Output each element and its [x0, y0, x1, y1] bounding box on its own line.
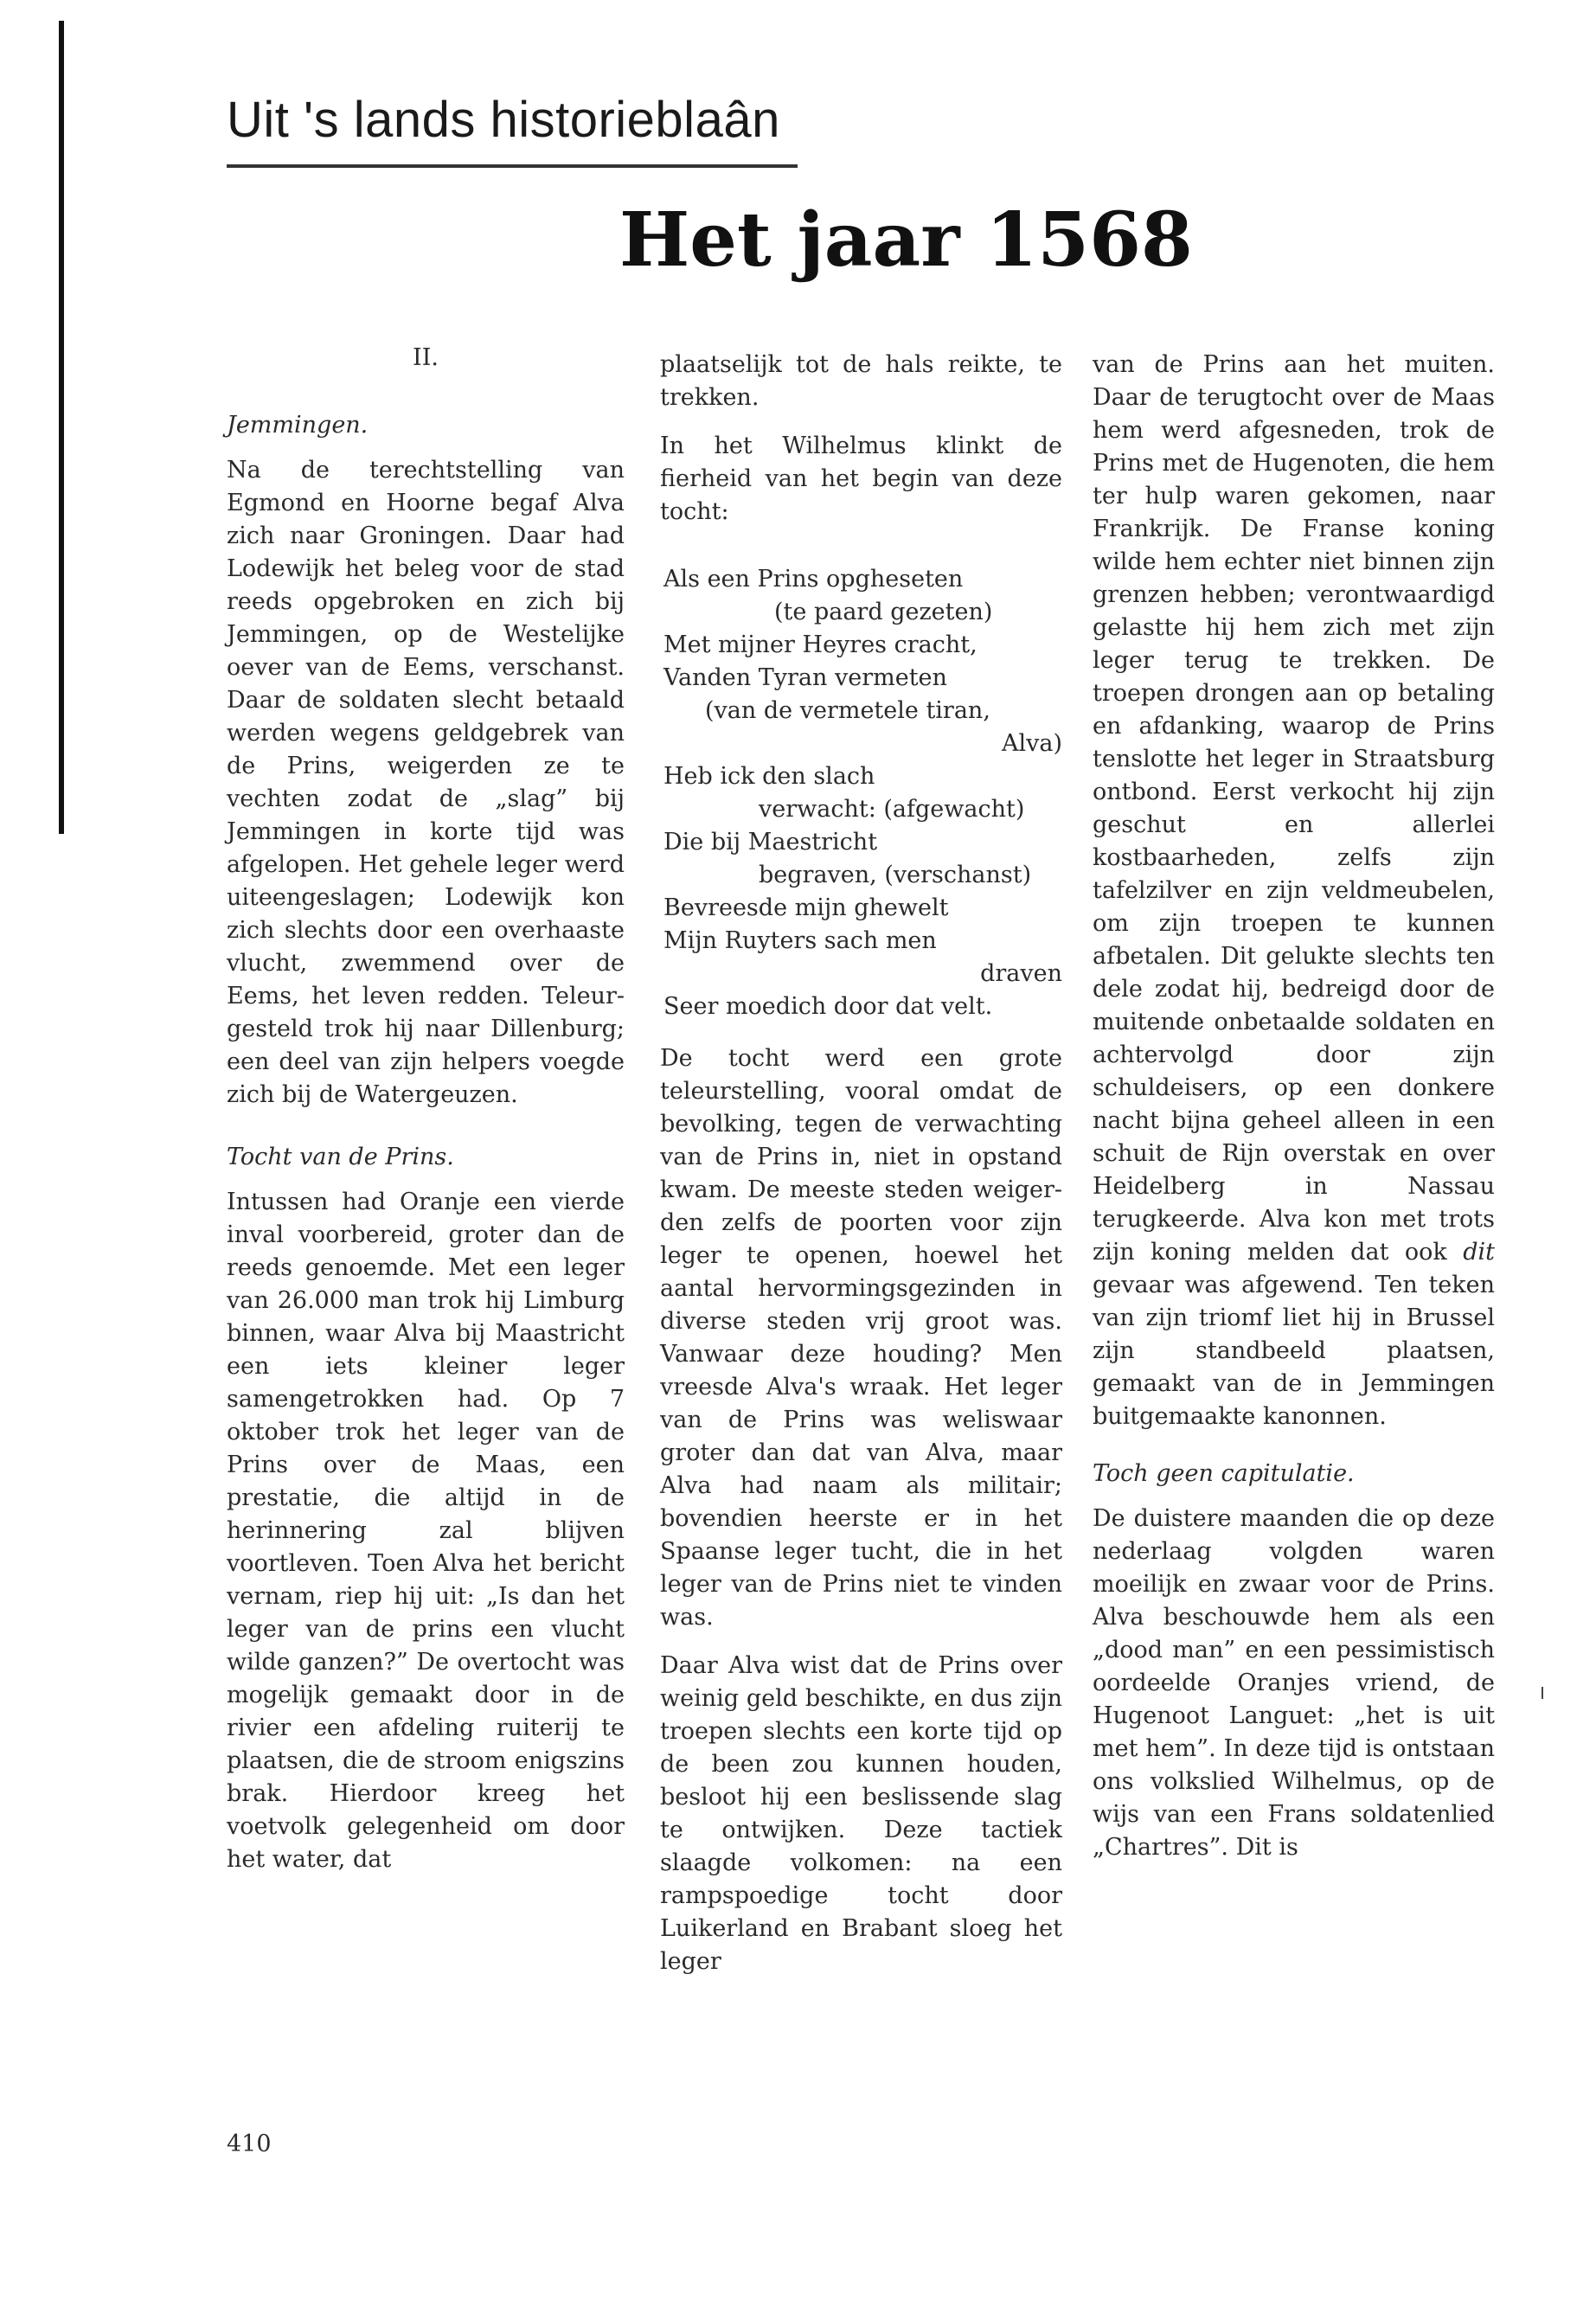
verse-line: Heb ick den slach	[663, 763, 875, 790]
verse-line: Mijn Ruyters sach men	[663, 927, 937, 954]
verse-line: Vanden Tyran vermeten	[663, 664, 947, 691]
verse-line: Seer moedich door dat velt.	[663, 993, 993, 1020]
verse-line: verwacht: (afgewacht)	[759, 796, 1025, 823]
margin-rule	[59, 21, 64, 834]
paragraph: In het Wilhelmus klinkt de fierheid van het begin van deze tocht:	[660, 433, 1062, 525]
wilhelmus-verse	[660, 563, 1062, 1023]
verse-line: draven	[980, 960, 1062, 987]
part-number: II.	[413, 344, 439, 371]
section-title-rule	[227, 164, 798, 168]
subheading-jemmingen: Jemmingen.	[227, 412, 369, 439]
paragraph	[1093, 349, 1495, 1433]
paragraph: Intussen had Oranje een vierde inval voorbereid, groter dan de reeds genoemde. Met een leger van 26.000 man trok hij Limburg binnen, waar Alva bij Maastricht een iets kleiner leger samengetrokken had. Op 7 oktober trok het leger van de Prins over de Maas, een prestatie, die altijd in de herinnering zal blijven voortleven. Toen Alva het bericht vernam, riep hij uit: „Is dan het leger van de prins een vlucht wilde ganzen?” De overtocht was mogelijk gemaakt door in de rivier een afdeling ruiterij te plaatsen, die de stroom enigszins brak. Hierdoor kreeg het voetvolk gelegenheid om door het water, dat	[227, 1189, 625, 1873]
subheading-tocht: Tocht van de Prins.	[227, 1144, 454, 1170]
paragraph: De tocht werd een grote teleurstelling, vooral omdat de bevolking, tegen de verwachting van de Prins in, niet in opstand kwam. De meeste steden weigerden zelfs de poorten voor zijn leger te openen, hoewel het aantal hervormingsgezinden in diverse steden vrij groot was. Vanwaar deze houding? Men vreesde Alva's wraak. Het leger van de Prins was weliswaar groter dan dat van Alva, maar Alva had naam als militair; bovendien heerste er in het Spaanse leger tucht, die in het leger van de Prins niet te vinden was.	[660, 1045, 1062, 1631]
article-title: Het jaar 1568	[619, 196, 1193, 284]
page-number: 410	[227, 2131, 272, 2157]
column-left	[227, 342, 625, 1892]
verse-line: Alva)	[1001, 730, 1062, 757]
paragraph-text: gevaar was afgewend. Ten teken van zijn triomf liet hij in Brussel zijn standbeeld plaatsen, gemaakt van de in Jemmingen buitgemaakte kanonnen.	[1093, 1272, 1495, 1430]
paragraph: Daar Alva wist dat de Prins over weinig geld beschikte, en dus zijn troepen slechts een korte tijd op de been zou kunnen houden, besloot hij een beslissende slag te ontwijken. Deze tactiek slaagde volkomen: na een rampspoedige tocht door Luikerland en Brabant sloeg het leger	[660, 1652, 1062, 1975]
paragraph: plaatselijk tot de hals reikte, te trekken.	[660, 351, 1062, 411]
verse-line: (van de vermetele tiran,	[705, 697, 990, 724]
margin-tick-mark	[1542, 1687, 1543, 1699]
verse-line: Bevreesde mijn ghewelt	[663, 894, 949, 921]
verse-line: (te paard gezeten)	[774, 599, 993, 625]
verse-line: Met mijner Heyres cracht,	[663, 631, 977, 658]
paragraph: De duistere maanden die op deze nederlaag volgden waren moeilijk en zwaar voor de Prins. Alva beschouwde hem als een „dood man” en een pessimistisch oordeelde Oranjes vriend, de Hugenoot Languet: „het is uit met hem”. In deze tijd is ontstaan ons volkslied Wilhelmus, op de wijs van een Frans soldatenlied „Chartres”. Dit is	[1093, 1505, 1495, 1861]
verse-line: Die bij Maestricht	[663, 829, 878, 856]
column-middle	[660, 349, 1062, 1994]
section-title: Uit 's lands historieblaân	[227, 92, 780, 148]
paragraph: Na de terechtstelling van Egmond en Hoorne begaf Alva zich naar Groningen. Daar had Lodewijk het beleg voor de stad reeds opgebroken en zich bij Jemmingen, op de Westelijke oever van de Eems, verschanst. Daar de soldaten slecht betaald werden wegens geldgebrek van de Prins, weigerden ze te vechten zodat de „slag” bij Jemmingen in korte tijd was afgelopen. Het gehele leger werd uiteengeslagen; Lodewijk kon zich slechts door een overhaaste vlucht, zwemmend over de Eems, het leven redden. Teleurgesteld trok hij naar Dillenburg; een deel van zijn helpers voegde zich bij de Watergeuzen.	[227, 457, 625, 1108]
verse-line: Als een Prins opgheseten	[663, 566, 964, 593]
paragraph-text: van de Prins aan het muiten. Daar de terugtocht over de Maas hem werd afgesneden, trok de Prins met de Hugenoten, die hem ter hulp waren gekomen, naar Frankrijk. De Franse koning wilde hem echter niet binnen zijn grenzen hebben; verontwaardigd gelastte hij hem zich met zijn leger terug te trekken. De troepen drongen aan op betaling en afdanking, waarop de Prins tenslotte het leger in Straatsburg ontbond. Eerst verkocht hij zijn geschut en allerlei kostbaarheden, zelfs zijn tafelzilver en zijn veldmeubelen, om zijn troepen te kunnen afbetalen. Dit gelukte slechts ten dele zodat hij, bedreigd door de muitende onbetaalde soldaten en achtervolgd door zijn schuldeisers, op een donkere nacht bijna geheel alleen in een schuit de Rijn overstak en over Heidelberg in Nassau terugkeerde. Alva kon met trots zijn koning melden dat ook	[1093, 351, 1495, 1266]
verse-line: begraven, (verschanst)	[759, 862, 1032, 888]
subheading-capitulatie: Toch geen capitulatie.	[1093, 1460, 1355, 1487]
emphasis-text: dit	[1463, 1239, 1495, 1266]
column-right	[1093, 349, 1495, 1880]
